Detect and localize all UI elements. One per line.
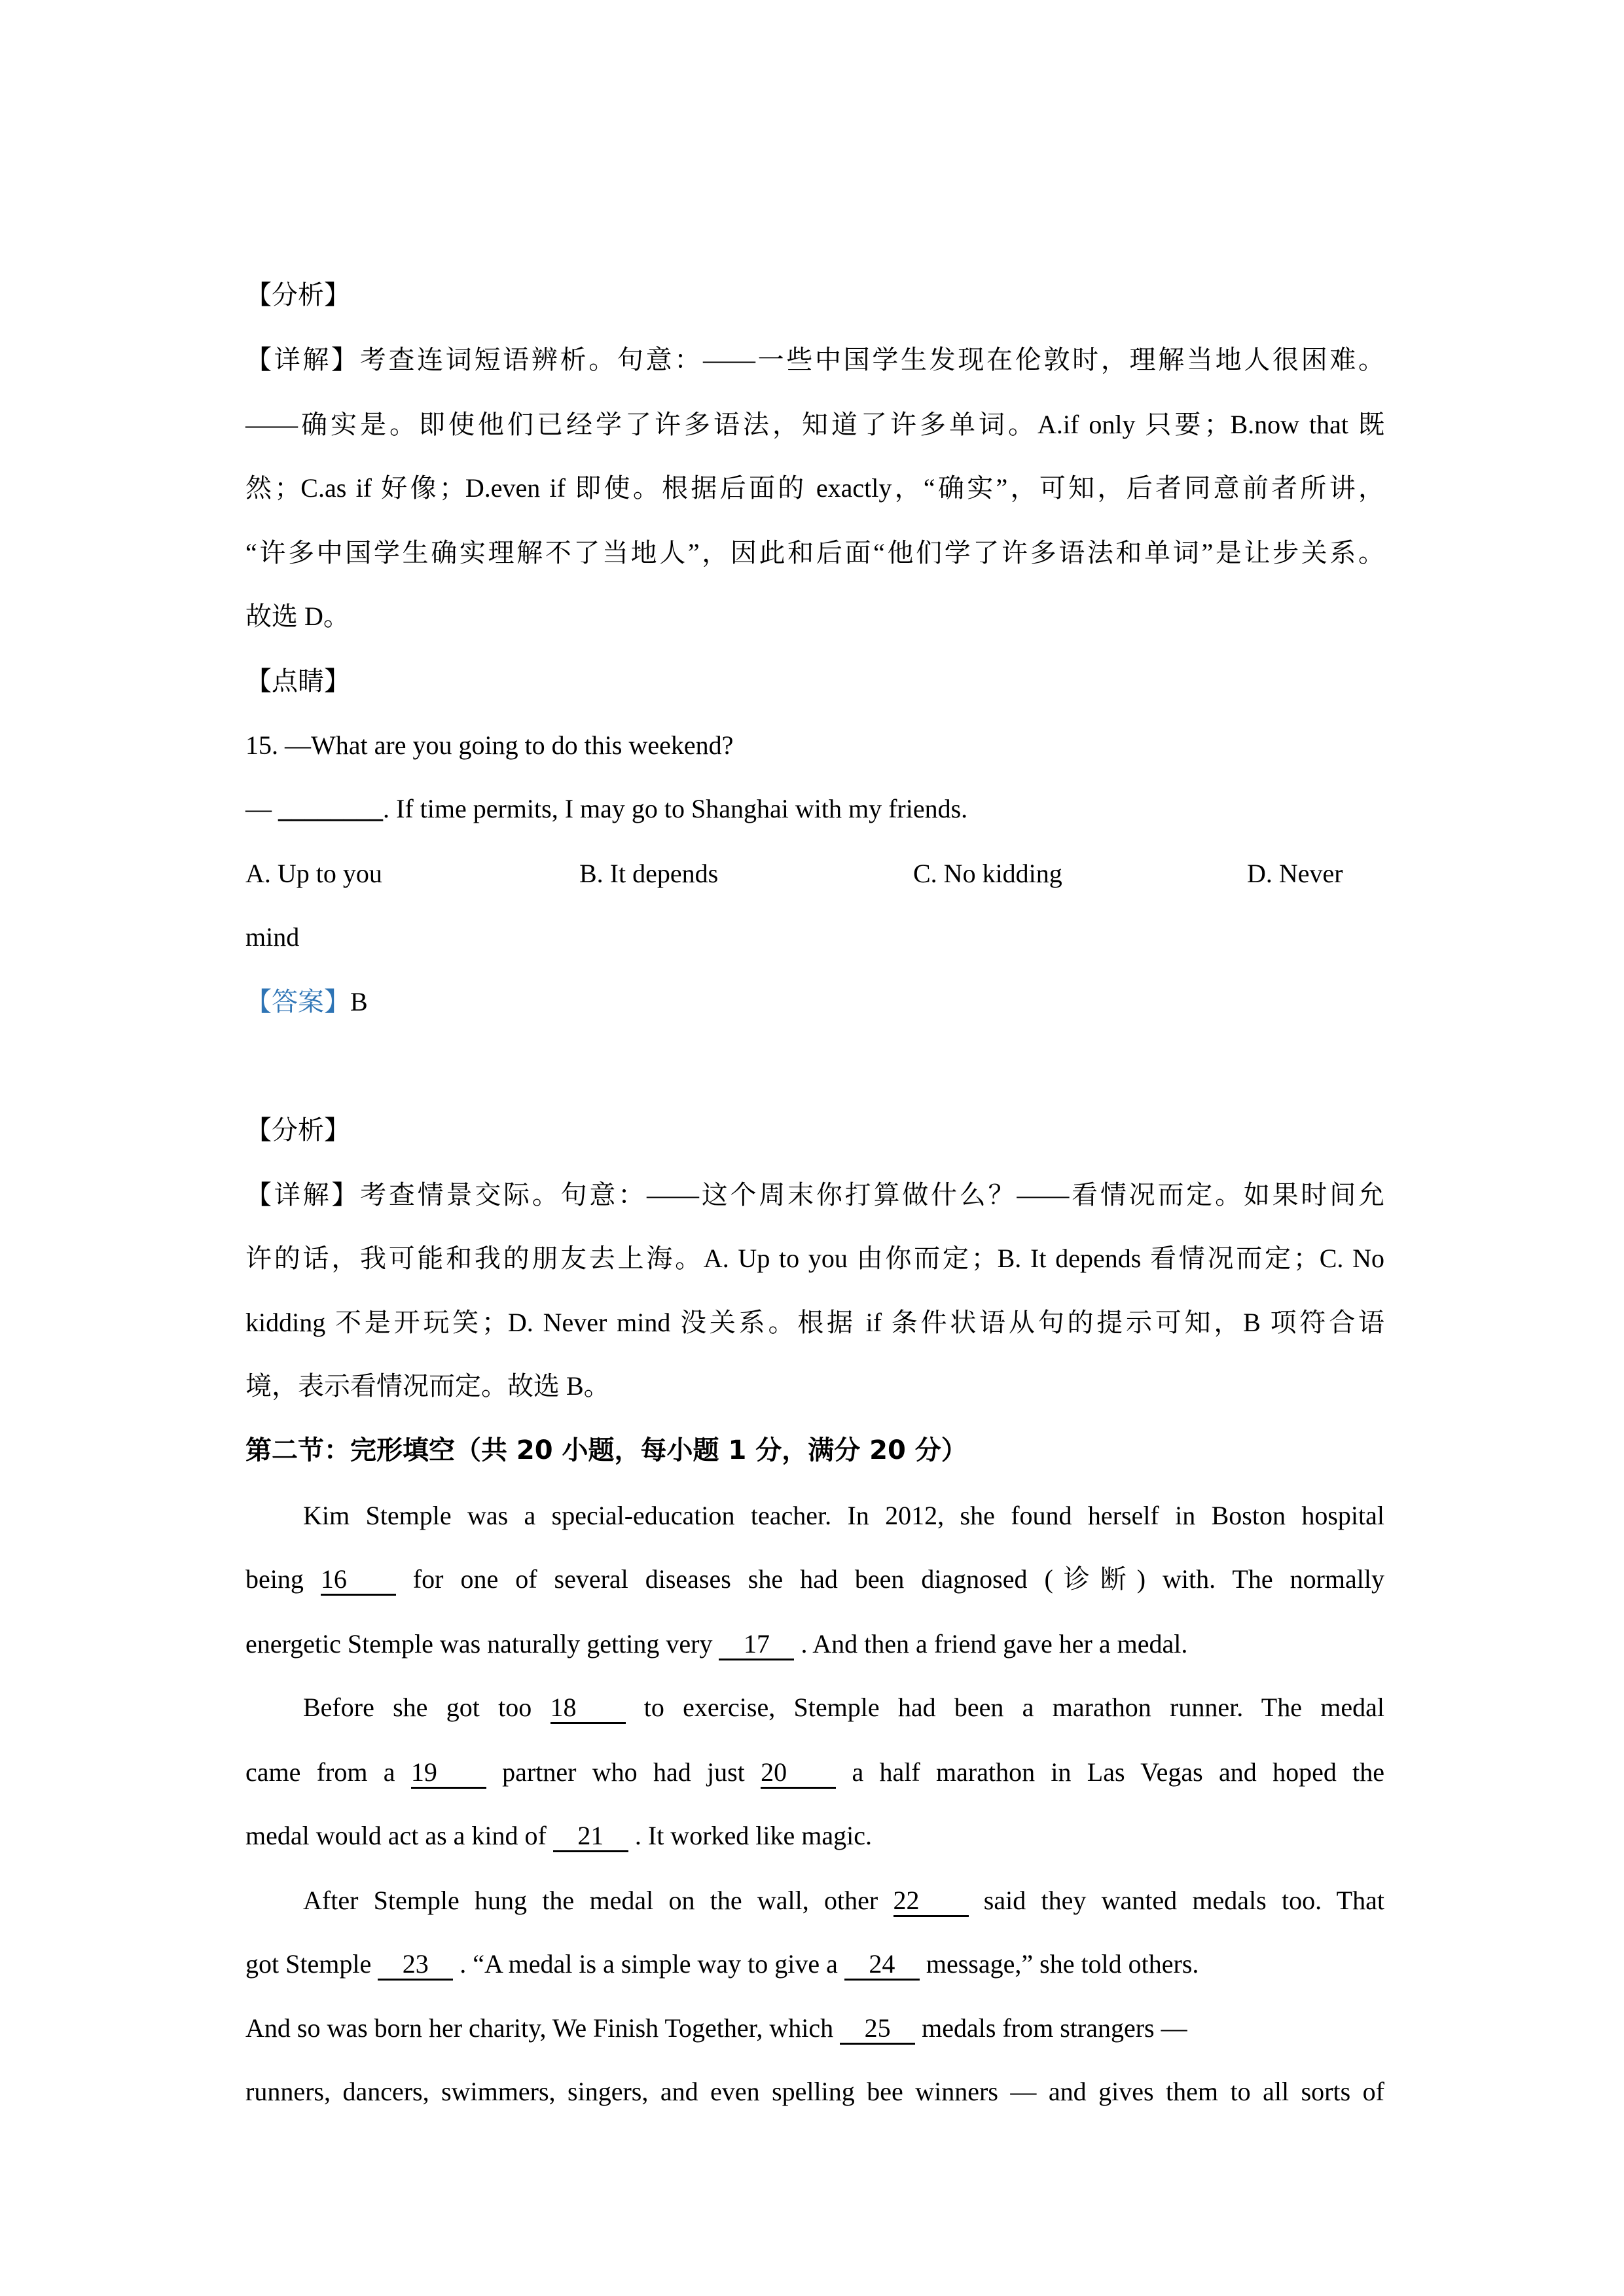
analysis-tag: 【分析】 — [245, 1115, 350, 1145]
detail-line: 故选 D。 — [245, 601, 350, 631]
cloze-blank[interactable]: 17 — [719, 1630, 794, 1660]
option-d: D. Never — [1247, 859, 1343, 888]
cloze-blank[interactable]: 21 — [553, 1821, 628, 1852]
section-heading: 第二节：完形填空（共 20 小题，每小题 1 分，满分 20 分） — [245, 1435, 967, 1465]
cloze-text: Kim Stemple was a special-education teacher. In 2012, she found herself in Boston hospital — [303, 1501, 1384, 1530]
cloze-text: message,” she told others. — [919, 1949, 1199, 1979]
reply-rest: . If time permits, I may go to Shanghai with my friends. — [383, 794, 968, 823]
cloze-text: got Stemple — [245, 1949, 378, 1979]
cloze-text: to exercise, Stemple had been a marathon runner. The medal — [625, 1693, 1384, 1722]
cloze-text: said they wanted medals too. That — [968, 1886, 1384, 1915]
detail-line: 境，表示看情况而定。故选 B。 — [245, 1371, 610, 1401]
detail-line: kidding 不是开玩笑；D. Never mind 没关系。根据 if 条件状语从句的提示可知，B 项符合语 — [245, 1308, 1384, 1337]
cloze-blank[interactable]: 18 — [550, 1693, 626, 1724]
cloze-line — [245, 1612, 1384, 1676]
cloze-text: a half marathon in Las Vegas and hoped the — [836, 1757, 1385, 1787]
cloze-text: came from a — [245, 1757, 411, 1787]
cloze-blank[interactable]: 19 — [411, 1758, 486, 1789]
cloze-text: And so was born her charity, We Finish Together, which — [245, 2013, 840, 2043]
detail-line: “许多中国学生确实理解不了当地人”，因此和后面“他们学了许多语法和单词”是让步关系。 — [245, 538, 1384, 567]
cloze-line — [245, 1547, 1384, 1611]
cloze-line — [245, 1804, 1384, 1867]
reply-blank: ________ — [278, 794, 383, 823]
detail-line: ——确实是。即使他们已经学了许多语法，知道了许多单词。A.if only 只要；B.now that 既 — [245, 410, 1384, 439]
cloze-text: . And then a friend gave her a medal. — [794, 1629, 1188, 1659]
cloze-blank[interactable]: 23 — [378, 1950, 453, 1981]
option-a: A. Up to you — [245, 859, 382, 888]
cloze-text: . “A medal is a simple way to give a — [453, 1949, 844, 1979]
question-stem: 15. —What are you going to do this weekend? — [245, 730, 734, 760]
detail-line: 【详解】考查情景交际。句意：——这个周末你打算做什么？——看情况而定。如果时间允 — [245, 1180, 1384, 1210]
answer-line — [245, 970, 1384, 1033]
option-wrap: mind — [245, 922, 300, 952]
cloze-text: energetic Stemple was naturally getting very — [245, 1629, 719, 1659]
question-reply — [245, 777, 1384, 840]
analysis-tag: 【分析】 — [245, 280, 350, 310]
cloze-line — [245, 1484, 1384, 1547]
cloze-line — [245, 1676, 1384, 1739]
option-b: B. It depends — [579, 859, 719, 888]
cloze-line — [245, 1869, 1384, 1932]
detail-line: 许的话，我可能和我的朋友去上海。A. Up to you 由你而定；B. It depends 看情况而定；C. No — [245, 1244, 1384, 1273]
reply-prefix: — — [245, 794, 278, 823]
answer-value: B — [350, 987, 368, 1016]
detail-line: 【详解】考查连词短语辨析。句意：——一些中国学生发现在伦敦时，理解当地人很困难。 — [245, 345, 1384, 374]
cloze-line — [245, 1996, 1384, 2060]
cloze-blank[interactable]: 22 — [893, 1886, 969, 1917]
cloze-text: medals from strangers — — [915, 2013, 1187, 2043]
cloze-blank[interactable]: 16 — [321, 1565, 396, 1596]
cloze-text: for one of several diseases she had been diagnosed (诊断) with. The normally — [395, 1564, 1385, 1594]
cloze-blank[interactable]: 20 — [761, 1758, 836, 1789]
options-row — [245, 842, 1384, 905]
detail-line: 然；C.as if 好像；D.even if 即使。根据后面的 exactly，“确实”，可知，后者同意前者所讲， — [245, 473, 1384, 503]
cloze-text: medal would act as a kind of — [245, 1821, 553, 1850]
cloze-blank[interactable]: 25 — [840, 2014, 915, 2045]
answer-tag: 【答案】 — [245, 987, 350, 1016]
cloze-blank[interactable]: 24 — [844, 1950, 920, 1981]
cloze-line — [245, 2060, 1384, 2123]
cloze-text: After Stemple hung the medal on the wall, other — [303, 1886, 893, 1915]
cloze-text: being — [245, 1564, 321, 1594]
tip-tag: 【点睛】 — [245, 666, 350, 696]
cloze-text: partner who had just — [486, 1757, 761, 1787]
cloze-text: . It worked like magic. — [628, 1821, 872, 1850]
cloze-text: runners, dancers, swimmers, singers, and even spelling bee winners — and gives them to all sorts of — [245, 2077, 1384, 2106]
option-c: C. No kidding — [913, 859, 1062, 888]
cloze-line — [245, 1932, 1384, 1996]
cloze-text: Before she got too — [303, 1693, 550, 1722]
cloze-line — [245, 1740, 1384, 1804]
